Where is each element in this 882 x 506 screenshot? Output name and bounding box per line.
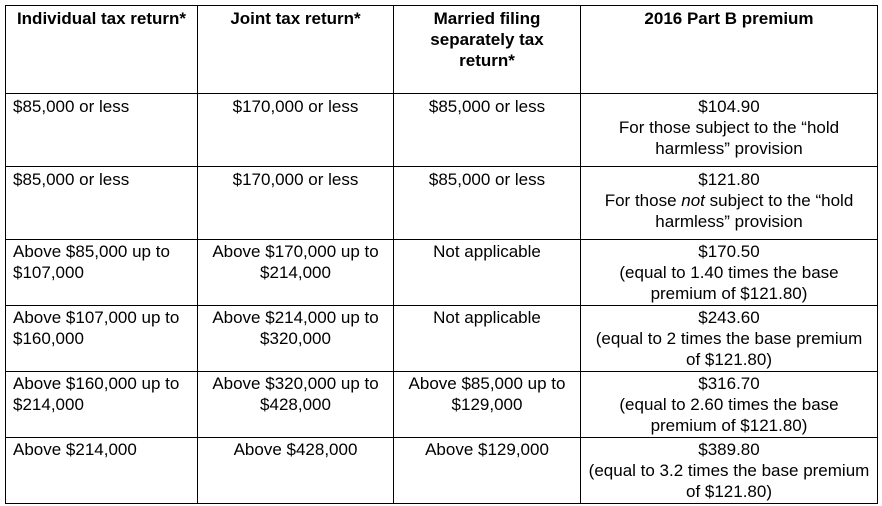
cell-joint: Above $170,000 up to $214,000 — [198, 240, 394, 306]
table-row — [6, 306, 878, 372]
cell-premium — [581, 240, 878, 306]
cell-premium — [581, 306, 878, 372]
header-part-b-premium: 2016 Part B premium — [581, 6, 878, 94]
premium-table — [5, 5, 878, 504]
cell-joint: Above $214,000 up to $320,000 — [198, 306, 394, 372]
cell-premium — [581, 167, 878, 240]
premium-note-emphasis: not — [681, 191, 705, 210]
cell-joint: Above $428,000 — [198, 438, 394, 504]
header-row — [6, 6, 878, 94]
premium-note: (equal to 2 times the base premium of $121.80) — [595, 329, 863, 369]
premium-amount: $243.60 — [698, 308, 760, 327]
header-joint: Joint tax return* — [198, 6, 394, 94]
premium-note: (equal to 1.40 times the base premium of $121.80) — [619, 263, 839, 303]
table-row — [6, 438, 878, 504]
cell-separate: Not applicable — [394, 306, 581, 372]
table-row — [6, 240, 878, 306]
premium-amount: $104.90 — [698, 97, 760, 116]
cell-individual: $85,000 or less — [6, 94, 198, 167]
premium-amount: $121.80 — [698, 170, 760, 189]
cell-joint: Above $320,000 up to $428,000 — [198, 372, 394, 438]
cell-separate: $85,000 or less — [394, 167, 581, 240]
cell-individual: Above $85,000 up to $107,000 — [6, 240, 198, 306]
table-body — [6, 94, 878, 504]
cell-separate: Not applicable — [394, 240, 581, 306]
premium-note: (equal to 2.60 times the base premium of $121.80) — [619, 395, 839, 435]
cell-joint: $170,000 or less — [198, 94, 394, 167]
cell-individual: Above $107,000 up to $160,000 — [6, 306, 198, 372]
cell-premium — [581, 372, 878, 438]
table-header — [6, 6, 878, 94]
premium-amount: $170.50 — [698, 242, 760, 261]
cell-separate: $85,000 or less — [394, 94, 581, 167]
header-individual: Individual tax return* — [6, 6, 198, 94]
table-row — [6, 94, 878, 167]
premium-note: (equal to 3.2 times the base premium of $121.80) — [588, 461, 870, 501]
cell-individual: $85,000 or less — [6, 167, 198, 240]
premium-note: For those subject to the “hold harmless” provision — [618, 118, 840, 158]
cell-separate: Above $129,000 — [394, 438, 581, 504]
premium-amount: $389.80 — [698, 440, 760, 459]
premium-amount: $316.70 — [698, 374, 760, 393]
cell-joint: $170,000 or less — [198, 167, 394, 240]
cell-individual: Above $160,000 up to $214,000 — [6, 372, 198, 438]
premium-note-start: For those — [604, 191, 682, 210]
table-row — [6, 167, 878, 240]
table-row — [6, 372, 878, 438]
cell-separate: Above $85,000 up to $129,000 — [394, 372, 581, 438]
cell-premium — [581, 438, 878, 504]
cell-premium — [581, 94, 878, 167]
header-married-separately: Married filing separately tax return* — [394, 6, 581, 94]
cell-individual: Above $214,000 — [6, 438, 198, 504]
premium-note-end: subject to the “hold harmless” provision — [655, 191, 854, 231]
